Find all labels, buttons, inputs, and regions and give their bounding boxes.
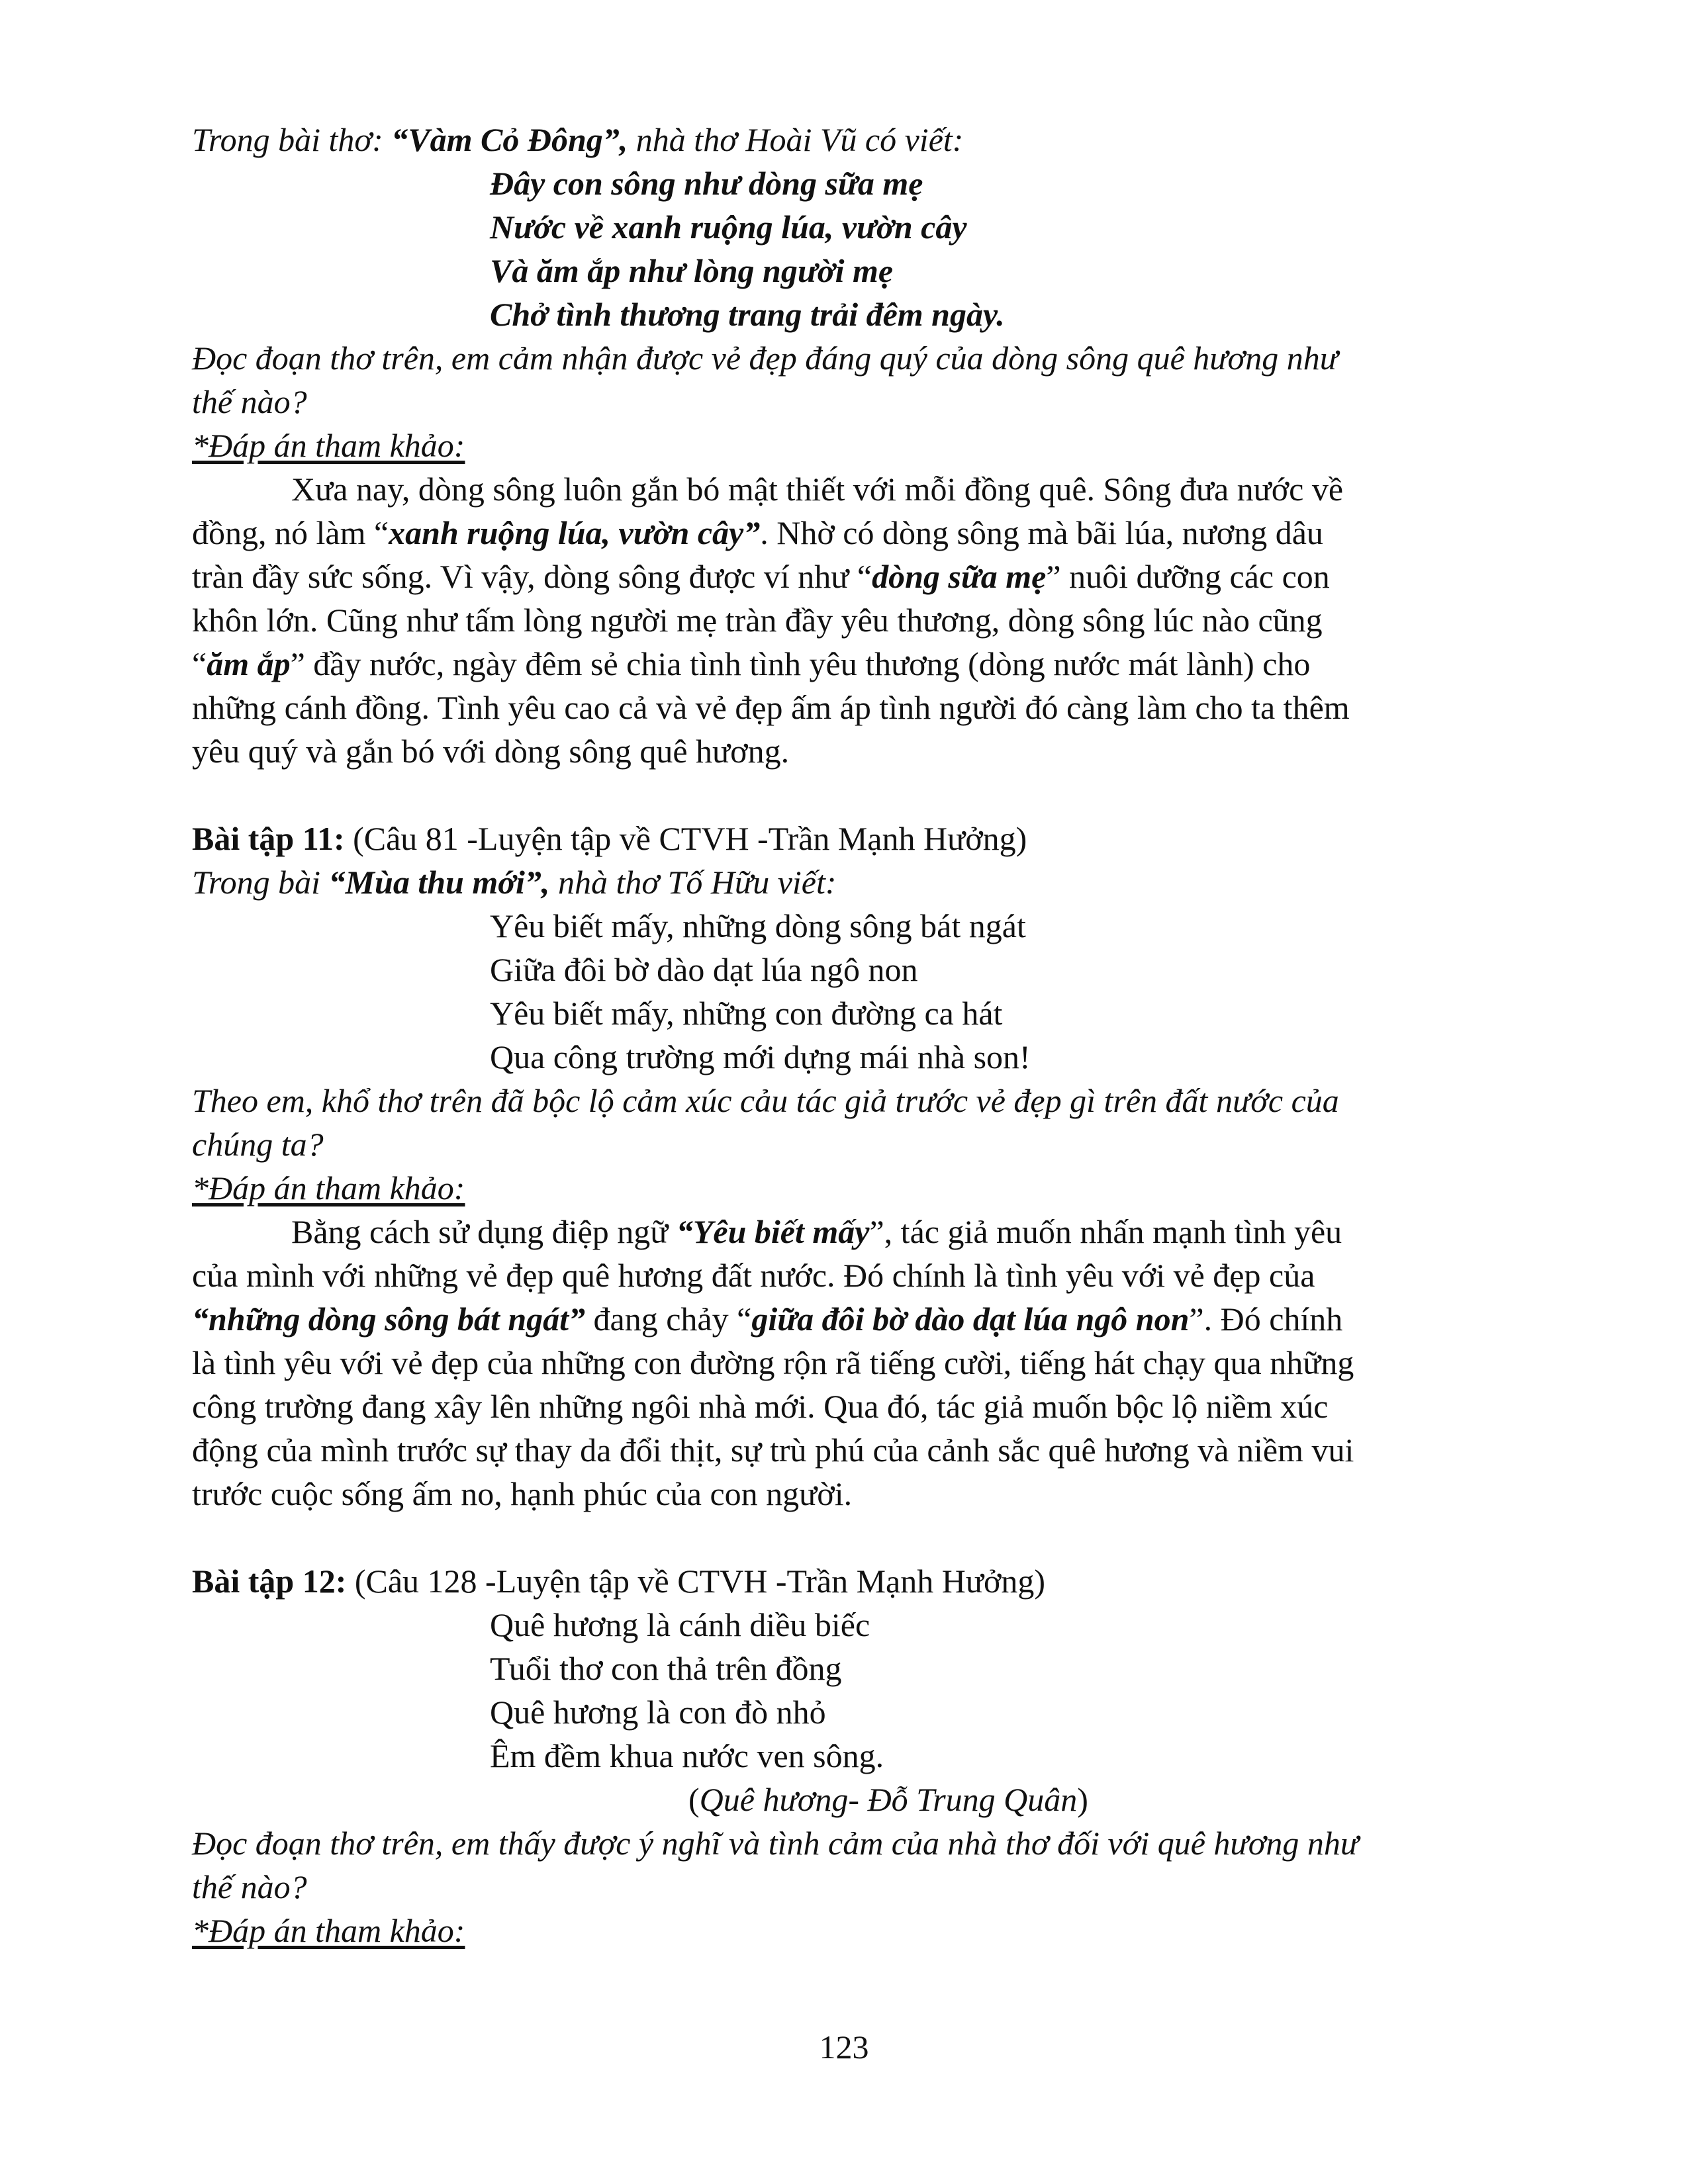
question-line: Đọc đoạn thơ trên, em cảm nhận được vẻ đẹp đáng quý của dòng sông quê hương như <box>192 340 1338 377</box>
answer-line: của mình với những vẻ đẹp quê hương đất nước. Đó chính là tình yêu với vẻ đẹp của <box>192 1257 1315 1294</box>
answer-line: những cánh đồng. Tình yêu cao cả và vẻ đẹp ấm áp tình người đó càng làm cho ta thêm <box>192 689 1350 726</box>
answer-line: trước cuộc sống ấm no, hạnh phúc của con người. <box>192 1475 853 1512</box>
answer-line: yêu quý và gắn bó với dòng sông quê hương. <box>192 733 790 770</box>
poem-line: Yêu biết mấy, những dòng sông bát ngát <box>490 907 1026 944</box>
poem-line: Nước về xanh ruộng lúa, vườn cây <box>490 208 967 246</box>
page-number: 123 <box>819 2028 869 2066</box>
poem-line: Êm đềm khua nước ven sông. <box>490 1737 884 1774</box>
answer-line: Xưa nay, dòng sông luôn gắn bó mật thiết với mỗi đồng quê. Sông đưa nước về <box>291 471 1344 508</box>
question-line: thế nào? <box>192 1868 307 1905</box>
poem-line: Yêu biết mấy, những con đường ca hát <box>490 995 1003 1032</box>
question-line: Theo em, khổ thơ trên đã bộc lộ cảm xúc cảu tác giả trước vẻ đẹp gì trên đất nước của <box>192 1082 1339 1119</box>
poem-line: Qua công trường mới dựng mái nhà son! <box>490 1038 1031 1075</box>
answer-label: *Đáp án tham khảo: <box>192 1169 465 1206</box>
poem-line: Quê hương là con đò nhỏ <box>490 1694 826 1731</box>
question-line: chúng ta? <box>192 1126 324 1163</box>
poem-line: Và ăm ắp như lòng người mẹ <box>490 252 894 289</box>
poem-line: Giữa đôi bờ dào dạt lúa ngô non <box>490 951 918 988</box>
answer-line: “những dòng sông bát ngát” đang chảy “giữa đôi bờ dào dạt lúa ngô non”. Đó chính <box>192 1300 1343 1338</box>
answer-line: tràn đầy sức sống. Vì vậy, dòng sông được ví như “dòng sữa mẹ” nuôi dưỡng các con <box>192 558 1330 595</box>
answer-label: *Đáp án tham khảo: <box>192 1912 465 1949</box>
exercise-heading: Bài tập 11: (Câu 81 -Luyện tập về CTVH -Trần Mạnh Hưởng) <box>192 820 1027 857</box>
answer-line: động của mình trước sự thay da đổi thịt, sự trù phú của cảnh sắc quê hương và niềm vui <box>192 1432 1354 1469</box>
poem-line: Đây con sông như dòng sữa mẹ <box>490 165 923 202</box>
answer-line: đồng, nó làm “xanh ruộng lúa, vườn cây”. Nhờ có dòng sông mà bãi lúa, nương dâu <box>192 514 1323 551</box>
intro-line: Trong bài “Mùa thu mới”, nhà thơ Tố Hữu viết: <box>192 864 837 901</box>
exercise-heading: Bài tập 12: (Câu 128 -Luyện tập về CTVH -Trần Mạnh Hưởng) <box>192 1563 1046 1600</box>
answer-line: “ăm ắp” đầy nước, ngày đêm sẻ chia tình tình yêu thương (dòng nước mát lành) cho <box>192 645 1311 682</box>
question-line: Đọc đoạn thơ trên, em thấy được ý nghĩ và tình cảm của nhà thơ đối với quê hương như <box>192 1825 1359 1862</box>
poem-line: Tuổi thơ con thả trên đồng <box>490 1650 842 1687</box>
answer-label: *Đáp án tham khảo: <box>192 427 465 464</box>
poem-line: Chở tình thương trang trải đêm ngày. <box>490 296 1005 333</box>
answer-line: công trường đang xây lên những ngôi nhà mới. Qua đó, tác giả muốn bộc lộ niềm xúc <box>192 1388 1329 1425</box>
poem-source: (Quê hương- Đỗ Trung Quân) <box>688 1781 1088 1818</box>
answer-line: là tình yêu với vẻ đẹp của những con đường rộn rã tiếng cười, tiếng hát chạy qua những <box>192 1344 1354 1381</box>
question-line: thế nào? <box>192 383 307 420</box>
answer-line: Bằng cách sử dụng điệp ngữ “Yêu biết mấy”, tác giả muốn nhấn mạnh tình yêu <box>291 1213 1342 1250</box>
intro-line: Trong bài thơ: “Vàm Cỏ Đông”, nhà thơ Hoài Vũ có viết: <box>192 121 964 158</box>
answer-line: khôn lớn. Cũng như tấm lòng người mẹ tràn đầy yêu thương, dòng sông lúc nào cũng <box>192 602 1323 639</box>
poem-line: Quê hương là cánh diều biếc <box>490 1606 870 1643</box>
